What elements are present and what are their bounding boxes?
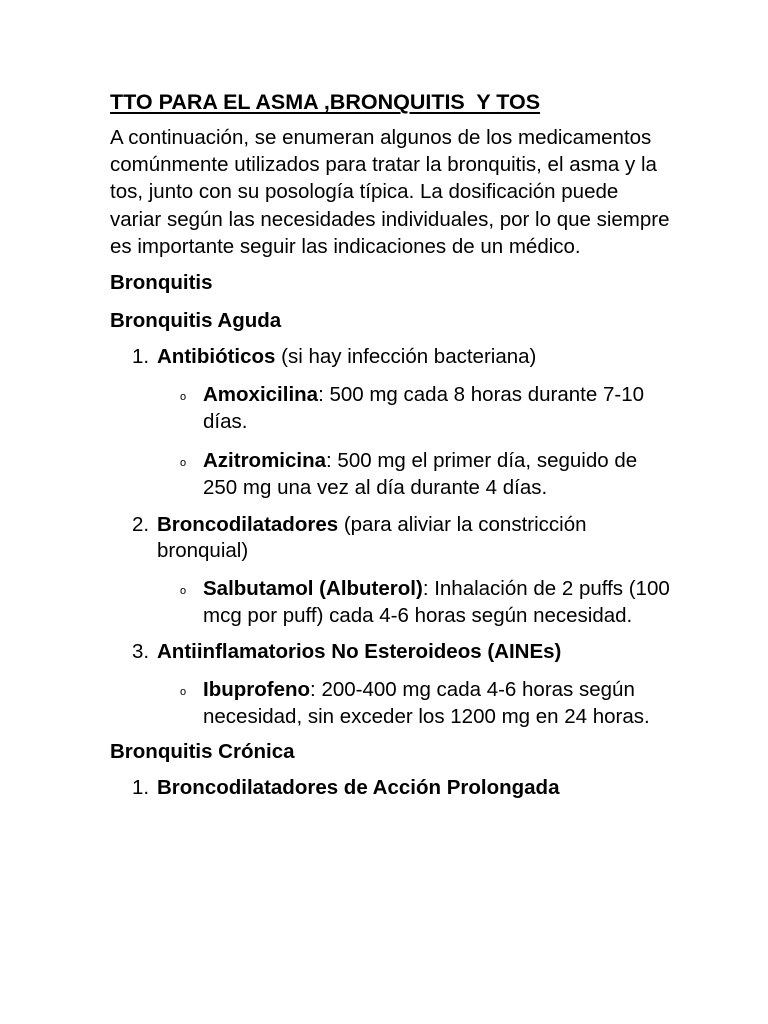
subsection-heading-cronica: Bronquitis Crónica bbox=[110, 740, 295, 764]
bullet-marker: o bbox=[180, 456, 187, 469]
subsection-heading-aguda: Bronquitis Aguda bbox=[110, 309, 282, 333]
intro-paragraph: A continuación, se enumeran algunos de los medicamentos comúnmente utilizados para tratar la bronquitis, el asma y la tos, junto con su posología típica. La dosificación puede variar según las necesidades individuales, por lo que siempre es importante seguir las indicaciones de un médico. bbox=[110, 126, 670, 258]
drug-class-name: Antiinflamatorios No Esteroideos (AINEs) bbox=[157, 639, 562, 663]
drug-dosage: : 200-400 mg cada 4-6 horas según necesidad, sin exceder los 1200 mg en 24 horas. bbox=[203, 678, 650, 729]
list-number: 1. bbox=[132, 776, 150, 800]
sub-item-amoxicilina bbox=[110, 381, 670, 435]
drug-name: Azitromicina bbox=[203, 448, 327, 472]
drug-name: Salbutamol (Albuterol) bbox=[203, 576, 423, 600]
drug-class-name: Antibióticos bbox=[157, 345, 276, 369]
bullet-marker: o bbox=[180, 584, 187, 597]
list-number: 3. bbox=[132, 639, 150, 663]
document-page bbox=[110, 88, 670, 802]
bullet-marker: o bbox=[180, 390, 187, 403]
drug-class-name: Broncodilatadores bbox=[157, 512, 339, 536]
list-item-broncodilatadores bbox=[110, 512, 670, 565]
sub-item-ibuprofeno bbox=[110, 676, 670, 730]
drug-dosage: : 500 mg el primer día, seguido de 250 mg una vez al día durante 4 días. bbox=[203, 448, 638, 499]
drug-class-note: (para aliviar la constricción bronquial) bbox=[157, 512, 587, 563]
section-heading-bronquitis: Bronquitis bbox=[110, 271, 213, 295]
drug-dosage: : Inhalación de 2 puffs (100 mcg por puff) cada 4-6 horas según necesidad. bbox=[203, 576, 670, 627]
list-number: 2. bbox=[132, 512, 150, 536]
list-item-antibioticos bbox=[110, 344, 670, 371]
drug-name: Ibuprofeno bbox=[203, 678, 311, 702]
drug-dosage: : 500 mg cada 8 horas durante 7-10 días. bbox=[203, 382, 645, 433]
drug-class-name: Broncodilatadores de Acción Prolongada bbox=[157, 776, 560, 800]
sub-item-salbutamol bbox=[110, 575, 670, 629]
drug-class-note: (si hay infección bacteriana) bbox=[275, 345, 537, 369]
list-item-aines bbox=[110, 639, 670, 666]
drug-name: Amoxicilina bbox=[203, 382, 319, 406]
bullet-marker: o bbox=[180, 686, 187, 699]
sub-item-azitromicina bbox=[110, 447, 670, 501]
document-title: TTO PARA EL ASMA ,BRONQUITIS Y TOS bbox=[110, 90, 541, 114]
list-item-broncodilatadores-accion-prolongada bbox=[110, 775, 670, 802]
list-number: 1. bbox=[132, 345, 150, 369]
